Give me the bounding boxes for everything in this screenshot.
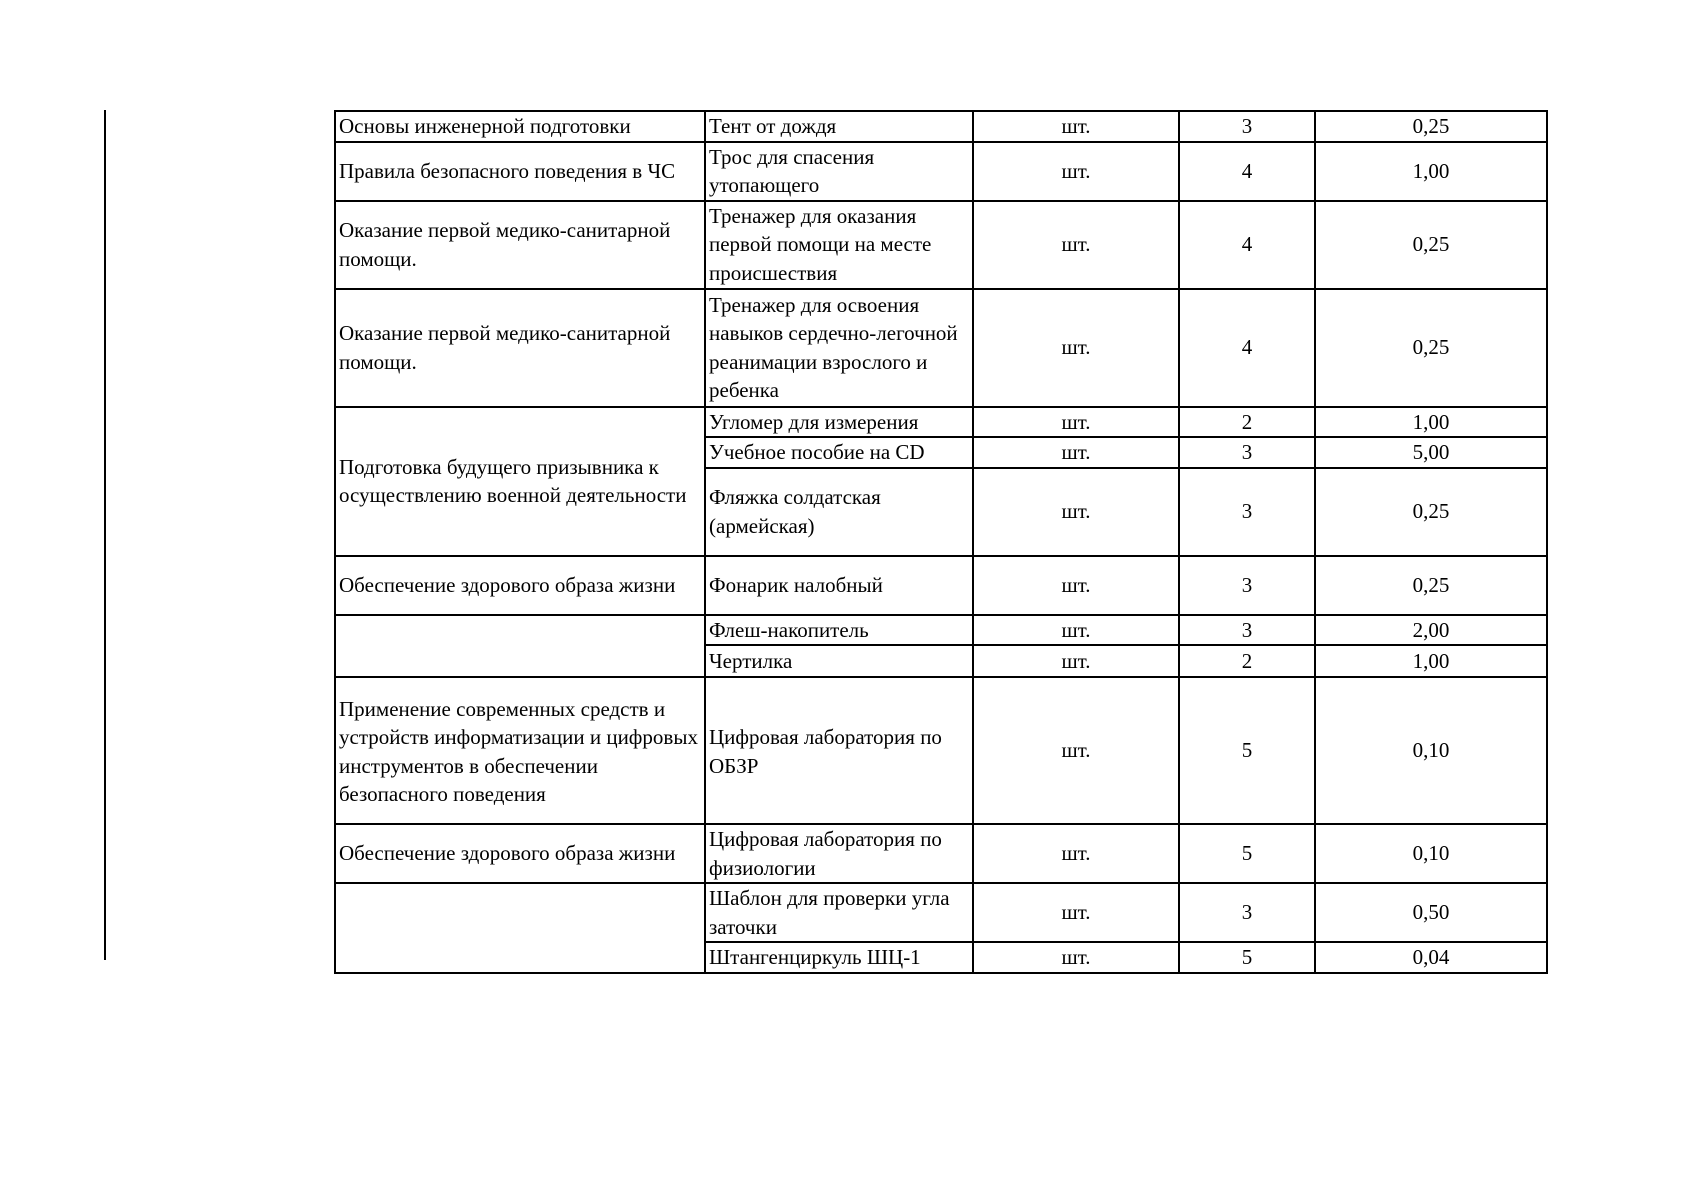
table-row bbox=[335, 111, 1547, 142]
norm-cell: 0,25 bbox=[1315, 201, 1547, 289]
quantity-cell: 4 bbox=[1179, 201, 1315, 289]
unit-cell: шт. bbox=[973, 201, 1179, 289]
norm-cell: 1,00 bbox=[1315, 142, 1547, 201]
item-name-cell: Шаблон для проверки угла заточки bbox=[705, 883, 973, 942]
table-row bbox=[335, 615, 1547, 646]
unit-cell: шт. bbox=[973, 883, 1179, 942]
quantity-cell: 3 bbox=[1179, 883, 1315, 942]
subject-cell bbox=[335, 883, 705, 973]
subject-cell: Подготовка будущего призывника к осуществлению военной деятельности bbox=[335, 407, 705, 556]
table-row bbox=[335, 677, 1547, 824]
unit-cell: шт. bbox=[973, 645, 1179, 677]
unit-cell: шт. bbox=[973, 142, 1179, 201]
item-name-cell: Тент от дождя bbox=[705, 111, 973, 142]
quantity-cell: 4 bbox=[1179, 142, 1315, 201]
table-row bbox=[335, 824, 1547, 883]
quantity-cell: 3 bbox=[1179, 615, 1315, 646]
item-name-cell: Штангенциркуль ШЦ-1 bbox=[705, 942, 973, 973]
equipment-table bbox=[334, 110, 1548, 974]
norm-cell: 0,10 bbox=[1315, 824, 1547, 883]
unit-cell: шт. bbox=[973, 615, 1179, 646]
table-row bbox=[335, 883, 1547, 942]
norm-cell: 0,50 bbox=[1315, 883, 1547, 942]
quantity-cell: 5 bbox=[1179, 942, 1315, 973]
norm-cell: 5,00 bbox=[1315, 437, 1547, 468]
unit-cell: шт. bbox=[973, 437, 1179, 468]
norm-cell: 0,25 bbox=[1315, 556, 1547, 615]
subject-cell: Оказание первой медико-санитарной помощи. bbox=[335, 201, 705, 289]
quantity-cell: 3 bbox=[1179, 437, 1315, 468]
norm-cell: 2,00 bbox=[1315, 615, 1547, 646]
unit-cell: шт. bbox=[973, 407, 1179, 438]
norm-cell: 0,25 bbox=[1315, 289, 1547, 407]
quantity-cell: 5 bbox=[1179, 677, 1315, 824]
subject-cell: Основы инженерной подготовки bbox=[335, 111, 705, 142]
norm-cell: 0,25 bbox=[1315, 468, 1547, 556]
left-margin-rule bbox=[104, 110, 106, 960]
quantity-cell: 3 bbox=[1179, 468, 1315, 556]
subject-cell: Оказание первой медико-санитарной помощи. bbox=[335, 289, 705, 407]
subject-cell: Правила безопасного поведения в ЧС bbox=[335, 142, 705, 201]
table-row bbox=[335, 289, 1547, 407]
unit-cell: шт. bbox=[973, 556, 1179, 615]
subject-cell: Обеспечение здорового образа жизни bbox=[335, 824, 705, 883]
item-name-cell: Чертилка bbox=[705, 645, 973, 677]
table-row bbox=[335, 201, 1547, 289]
norm-cell: 1,00 bbox=[1315, 645, 1547, 677]
item-name-cell: Фляжка солдатская (армейская) bbox=[705, 468, 973, 556]
norm-cell: 0,04 bbox=[1315, 942, 1547, 973]
table-row bbox=[335, 142, 1547, 201]
unit-cell: шт. bbox=[973, 677, 1179, 824]
unit-cell: шт. bbox=[973, 468, 1179, 556]
quantity-cell: 2 bbox=[1179, 645, 1315, 677]
item-name-cell: Цифровая лаборатория по ОБЗР bbox=[705, 677, 973, 824]
quantity-cell: 5 bbox=[1179, 824, 1315, 883]
item-name-cell: Тренажер для освоения навыков сердечно-легочной реанимации взрослого и ребенка bbox=[705, 289, 973, 407]
item-name-cell: Фонарик налобный bbox=[705, 556, 973, 615]
table-row bbox=[335, 556, 1547, 615]
norm-cell: 0,25 bbox=[1315, 111, 1547, 142]
quantity-cell: 2 bbox=[1179, 407, 1315, 438]
quantity-cell: 3 bbox=[1179, 111, 1315, 142]
quantity-cell: 3 bbox=[1179, 556, 1315, 615]
subject-cell: Обеспечение здорового образа жизни bbox=[335, 556, 705, 615]
item-name-cell: Тренажер для оказания первой помощи на месте происшествия bbox=[705, 201, 973, 289]
subject-cell bbox=[335, 615, 705, 678]
item-name-cell: Трос для спасения утопающего bbox=[705, 142, 973, 201]
subject-cell: Применение современных средств и устройств информатизации и цифровых инструментов в обеспечении безопасного поведения bbox=[335, 677, 705, 824]
item-name-cell: Учебное пособие на CD bbox=[705, 437, 973, 468]
norm-cell: 1,00 bbox=[1315, 407, 1547, 438]
item-name-cell: Цифровая лаборатория по физиологии bbox=[705, 824, 973, 883]
unit-cell: шт. bbox=[973, 289, 1179, 407]
unit-cell: шт. bbox=[973, 824, 1179, 883]
table-row bbox=[335, 407, 1547, 438]
unit-cell: шт. bbox=[973, 942, 1179, 973]
quantity-cell: 4 bbox=[1179, 289, 1315, 407]
item-name-cell: Угломер для измерения bbox=[705, 407, 973, 438]
norm-cell: 0,10 bbox=[1315, 677, 1547, 824]
item-name-cell: Флеш-накопитель bbox=[705, 615, 973, 646]
unit-cell: шт. bbox=[973, 111, 1179, 142]
